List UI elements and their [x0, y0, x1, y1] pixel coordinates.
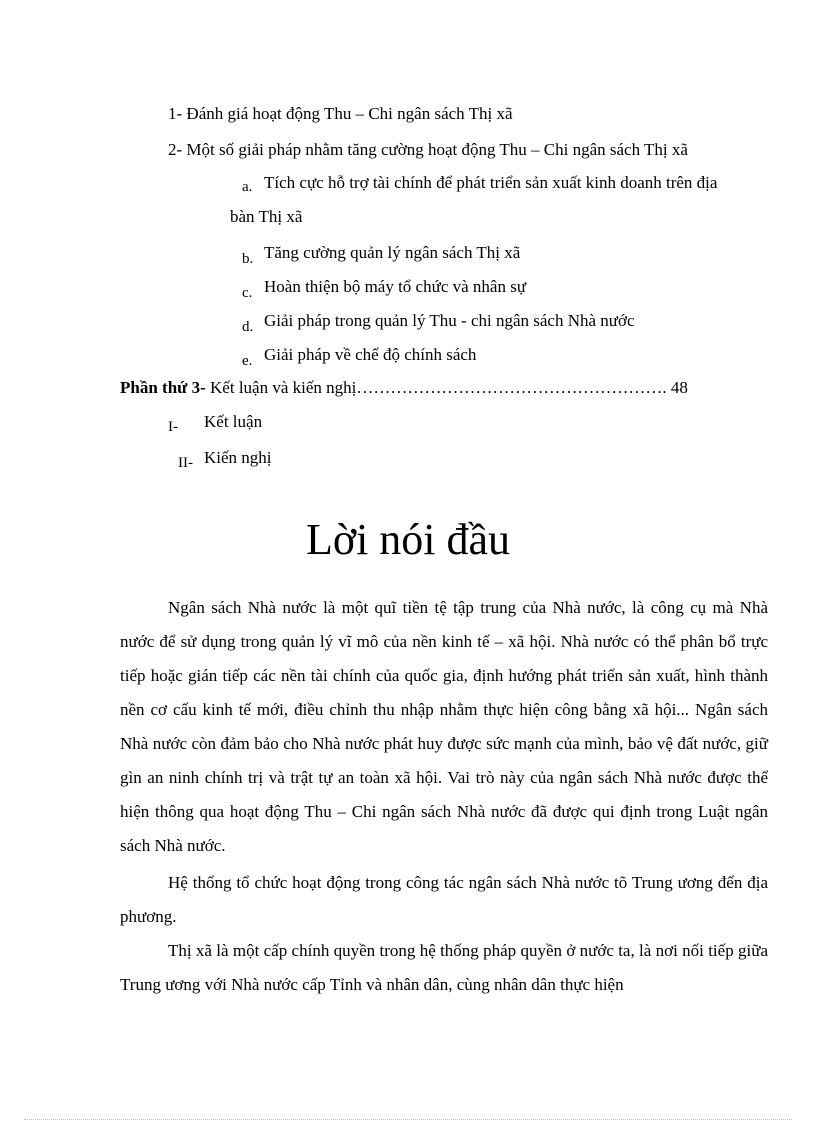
toc-sub-marker-c: c.	[242, 285, 253, 301]
toc-part-3-label: Phần thứ 3-	[120, 378, 206, 397]
toc-item-2: 2- Một số giải pháp nhằm tăng cường hoạt động Thu – Chi ngân sách Thị xã	[168, 140, 688, 159]
toc-roman-marker-2: II-	[178, 455, 193, 471]
toc-sub-a-line1: Tích cực hỗ trợ tài chính để phát triển sản xuất kinh doanh trên địa	[264, 173, 718, 192]
toc-sub-marker-a: a.	[242, 179, 253, 195]
toc-sub-e: Giải pháp về chế độ chính sách	[264, 345, 477, 364]
toc-part-3-page: 48	[666, 378, 688, 397]
toc-roman-1: Kết luận	[204, 412, 263, 431]
toc-sub-marker-d: d.	[242, 319, 254, 335]
toc-sub-a-line2: bàn Thị xã	[230, 207, 303, 226]
toc-sub-marker-e: e.	[242, 353, 253, 369]
toc-part-3-text: Kết luận và kiến nghị	[205, 378, 357, 397]
toc-item-1: 1- Đánh giá hoạt động Thu – Chi ngân sách Thị xã	[168, 104, 513, 123]
toc-sub-c: Hoàn thiện bộ máy tổ chức và nhân sự	[264, 277, 527, 296]
toc-roman-marker-1: I-	[168, 419, 178, 435]
toc-sub-b: Tăng cường quản lý ngân sách Thị xã	[264, 243, 521, 262]
page-bottom-divider	[24, 1119, 792, 1120]
toc-part-3	[120, 378, 688, 398]
section-heading: Lời nói đầu	[305, 515, 511, 564]
toc-roman-2: Kiến nghị	[204, 448, 272, 467]
toc-sub-d: Giải pháp trong quản lý Thu - chi ngân sách Nhà nước	[264, 311, 635, 330]
paragraph-2: Hệ thống tổ chức hoạt động trong công tác ngân sách Nhà nước tõ Trung ương đến địa phương.	[120, 873, 768, 926]
toc-part-3-leader: ……………………………………………….	[356, 378, 667, 397]
toc-sub-marker-b: b.	[242, 251, 254, 267]
paragraph-3: Thị xã là một cấp chính quyền trong hệ thống pháp quyền ở nước ta, là nơi nối tiếp giữa Trung ương với Nhà nước cấp Tỉnh và nhân dân, cùng nhân dân thực hiện	[120, 941, 768, 994]
paragraph-1: Ngân sách Nhà nước là một quĩ tiền tệ tập trung của Nhà nước, là công cụ mà Nhà nước để sử dụng trong quản lý vĩ mô của nền kinh tế – xã hội. Nhà nước có thể phân bổ trực tiếp hoặc gián tiếp các nền tài chính của quốc gia, định hướng phát triển sản xuất, hình thành nền cơ cấu kinh tế mới, điều chỉnh thu nhập nhằm thực hiện công bằng xã hội... Ngân sách Nhà nước còn đảm bảo cho Nhà nước phát huy được sức mạnh của mình, bảo vệ đất nước, giữ gìn an ninh chính trị và trật tự an toàn xã hội. Vai trò này của ngân sách Nhà nước được thể hiện thông qua hoạt động Thu – Chi ngân sách Nhà nước đã được qui định trong Luật ngân sách Nhà nước.	[120, 598, 768, 855]
